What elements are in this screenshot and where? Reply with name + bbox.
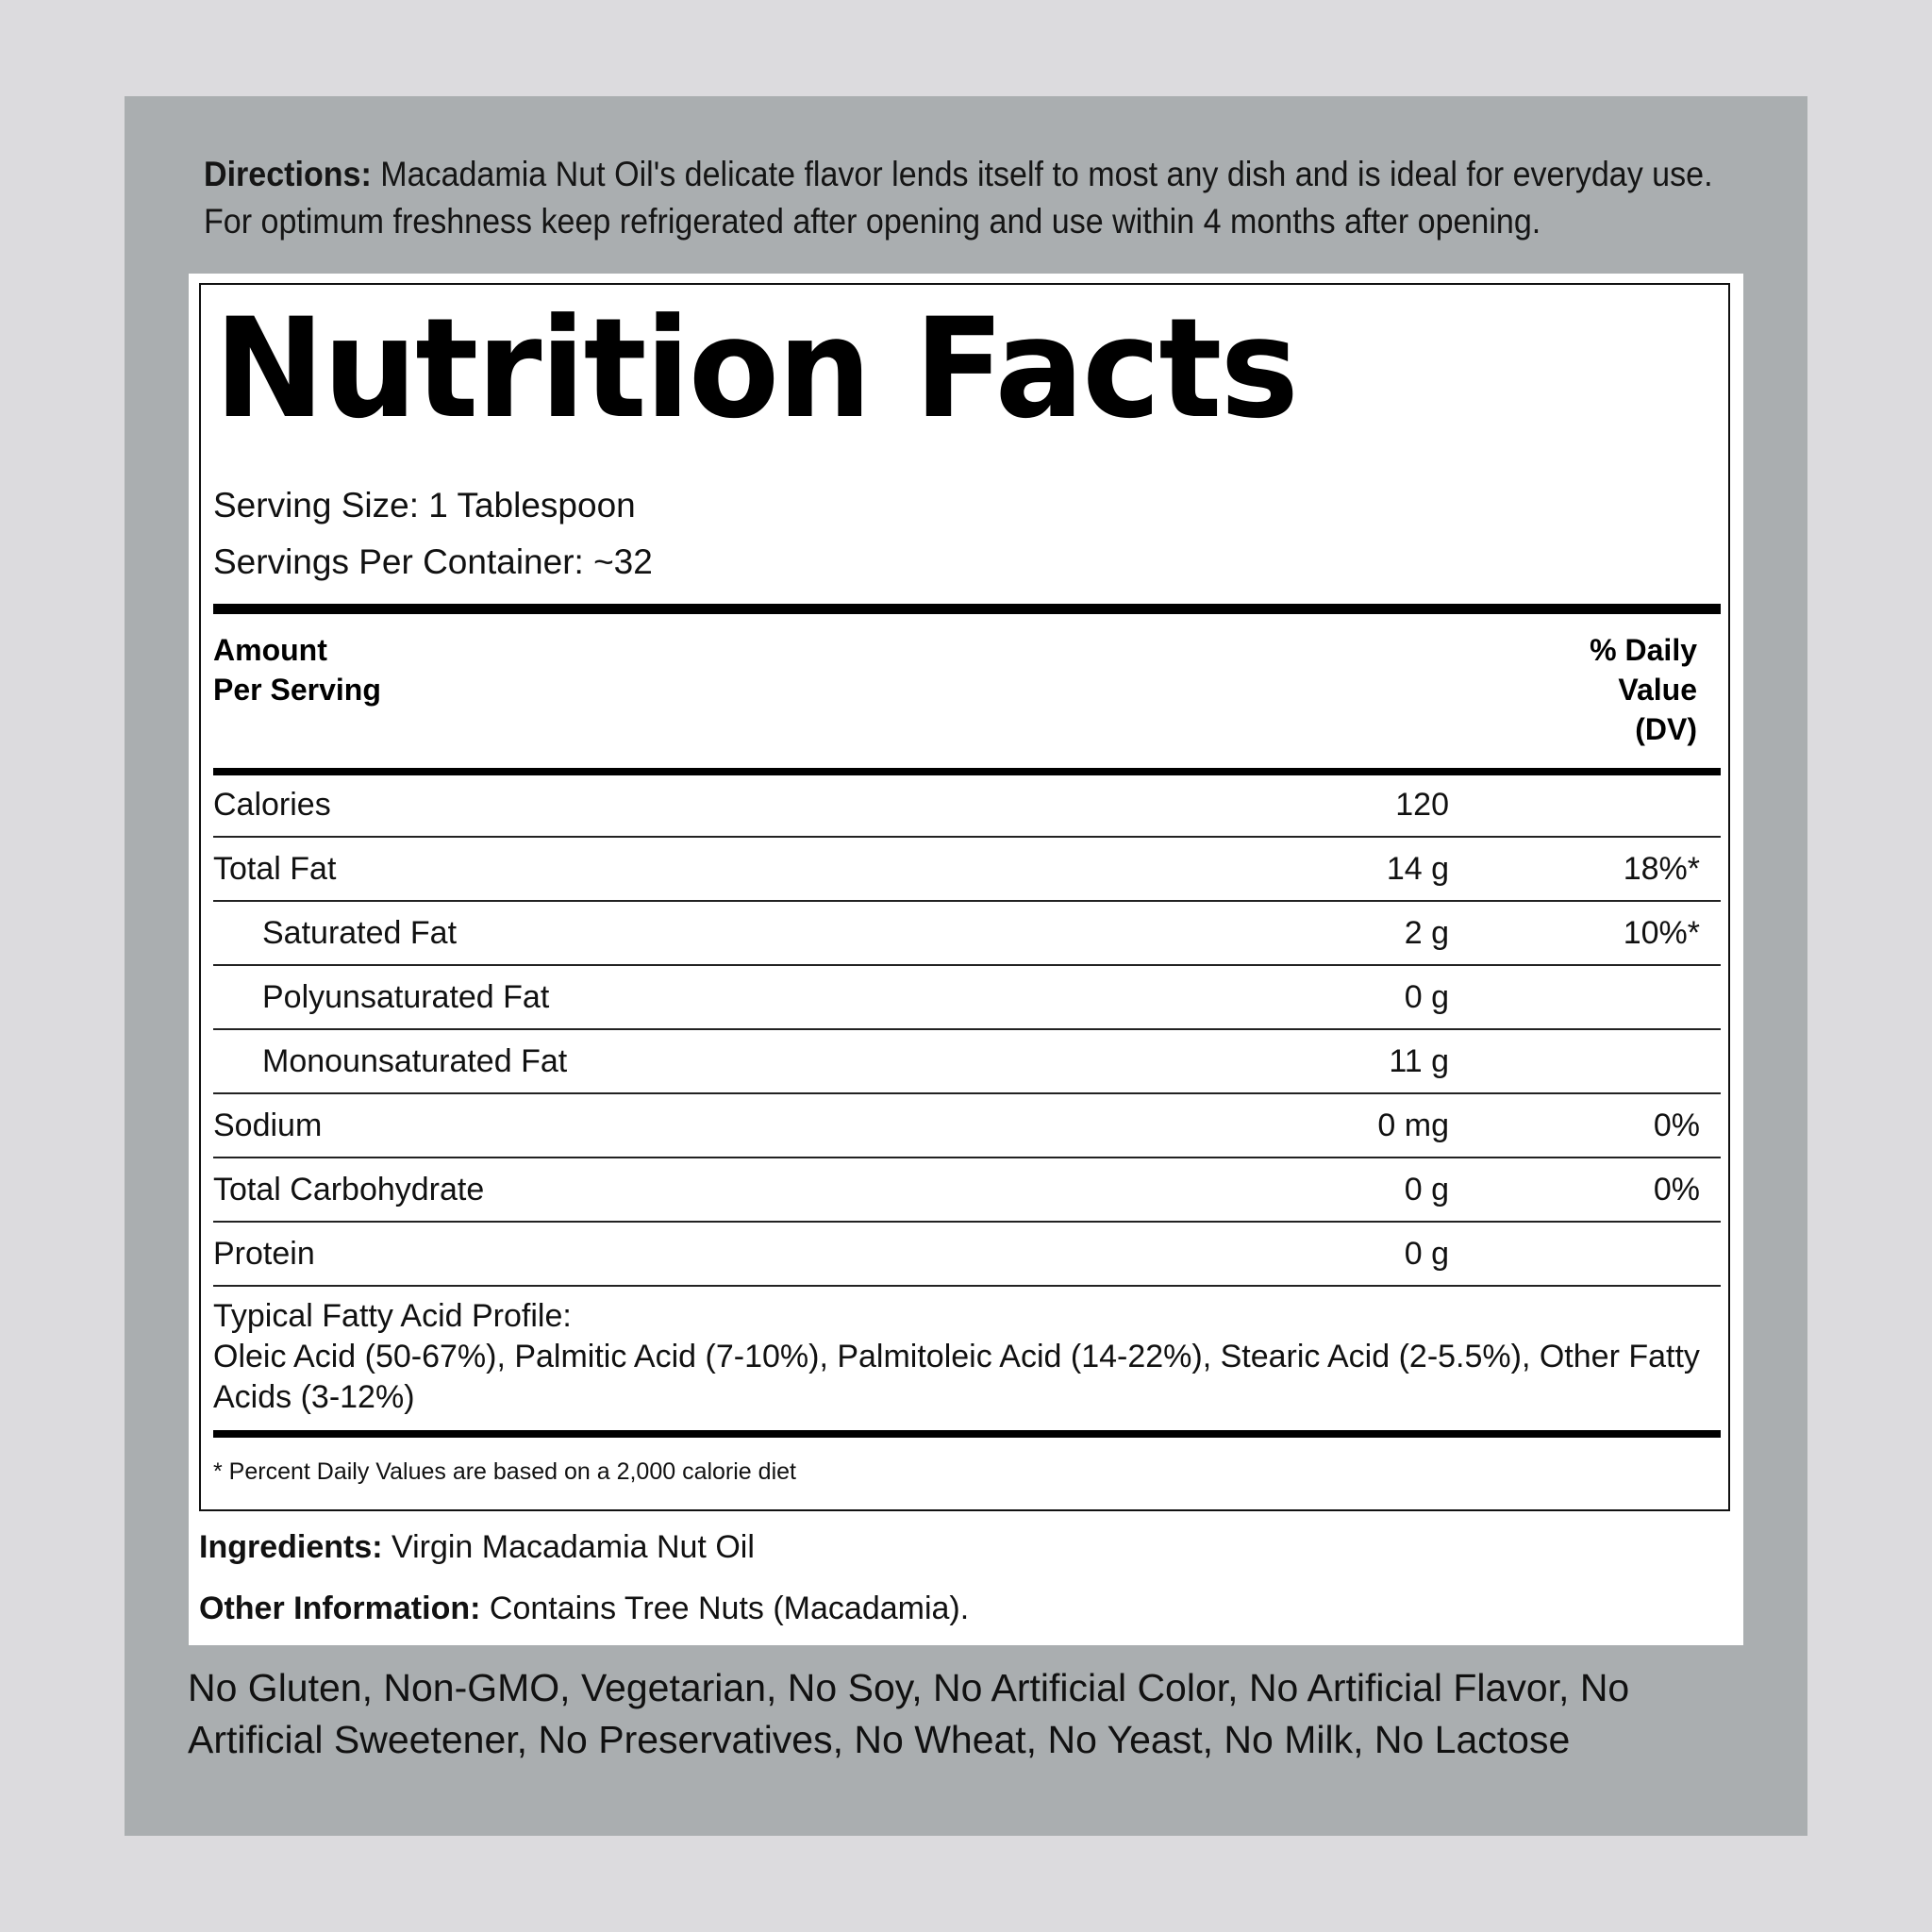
nutrient-row (213, 840, 1721, 902)
header-dv: (DV) (1635, 712, 1697, 746)
fatty-acid-list: Oleic Acid (50-67%), Palmitic Acid (7-10%), Palmitoleic Acid (14-22%), Stearic Acid (2-5.5%), Other Fatty Acids (3-12%) (213, 1339, 1700, 1415)
amount-per-serving-header (213, 630, 381, 709)
daily-value-footnote: * Percent Daily Values are based on a 2,000 calorie diet (213, 1458, 796, 1485)
nutrient-amount: 0 mg (1377, 1108, 1449, 1143)
nutrient-amount: 0 g (1404, 1236, 1449, 1272)
fatty-acid-profile (213, 1296, 1713, 1418)
nutrient-name: Sodium (213, 1108, 323, 1143)
nutrient-name: Total Fat (213, 851, 337, 887)
nutrient-dv: 10%* (1623, 915, 1700, 951)
nutrient-row (213, 1032, 1721, 1094)
nutrient-name: Total Carbohydrate (213, 1172, 485, 1208)
nutrition-facts-label (199, 283, 1730, 1511)
nutrient-name: Calories (213, 787, 331, 823)
header-per-serving: Per Serving (213, 673, 381, 707)
nutrient-name: Saturated Fat (262, 915, 458, 951)
other-information-line (199, 1591, 969, 1627)
header-daily: % Daily (1590, 633, 1697, 667)
nutrient-name: Monounsaturated Fat (262, 1043, 568, 1079)
nutrient-amount: 2 g (1404, 915, 1449, 951)
bottom-divider (213, 1430, 1721, 1438)
nutrient-dv: 0% (1653, 1108, 1700, 1143)
medium-divider (213, 768, 1721, 775)
nutrient-amount: 11 g (1389, 1043, 1449, 1079)
nutrition-facts-title: Nutrition Facts (214, 289, 1297, 449)
nutrient-row (213, 1160, 1721, 1223)
nutrient-amount: 0 g (1404, 979, 1449, 1015)
header-amount: Amount (213, 633, 327, 667)
nutrient-amount: 14 g (1386, 851, 1449, 887)
serving-size: Serving Size: 1 Tablespoon (213, 486, 636, 525)
ingredients-label: Ingredients: (199, 1529, 383, 1565)
nutrient-row (213, 1096, 1721, 1158)
fatty-acid-title: Typical Fatty Acid Profile: (213, 1298, 572, 1334)
ingredients-line (199, 1529, 755, 1566)
servings-per-container: Servings Per Container: ~32 (213, 542, 653, 581)
nutrient-amount: 0 g (1404, 1172, 1449, 1208)
directions-label: Directions: (204, 155, 372, 193)
nutrient-name: Polyunsaturated Fat (262, 979, 550, 1015)
nutrient-row (213, 775, 1721, 838)
nutrient-row (213, 904, 1721, 966)
directions-text (204, 151, 1713, 245)
nutrient-row (213, 968, 1721, 1030)
header-value: Value (1618, 673, 1697, 707)
directions-line-2: For optimum freshness keep refrigerated after opening and use within 4 months after opening. (204, 202, 1541, 241)
free-from-claims: No Gluten, Non-GMO, Vegetarian, No Soy, No Artificial Color, No Artificial Flavor, No Artificial Sweetener, No Preservatives, No Wheat, No Yeast, No Milk, No Lactose (188, 1666, 1630, 1761)
nutrient-row (213, 1224, 1721, 1287)
thick-divider (213, 604, 1721, 614)
nutrient-name: Protein (213, 1236, 315, 1272)
nutrient-dv: 0% (1653, 1172, 1700, 1208)
other-information-label: Other Information: (199, 1591, 481, 1626)
ingredients-text: Virgin Macadamia Nut Oil (382, 1529, 755, 1565)
directions-body-1: Macadamia Nut Oil's delicate flavor lends itself to most any dish and is ideal for everyday use. (371, 155, 1713, 193)
nutrient-dv: 18%* (1623, 851, 1700, 887)
other-information-text: Contains Tree Nuts (Macadamia). (480, 1591, 970, 1626)
directions-line-1 (204, 151, 1713, 198)
nutrient-amount: 120 (1395, 787, 1449, 823)
daily-value-header (1590, 630, 1697, 749)
